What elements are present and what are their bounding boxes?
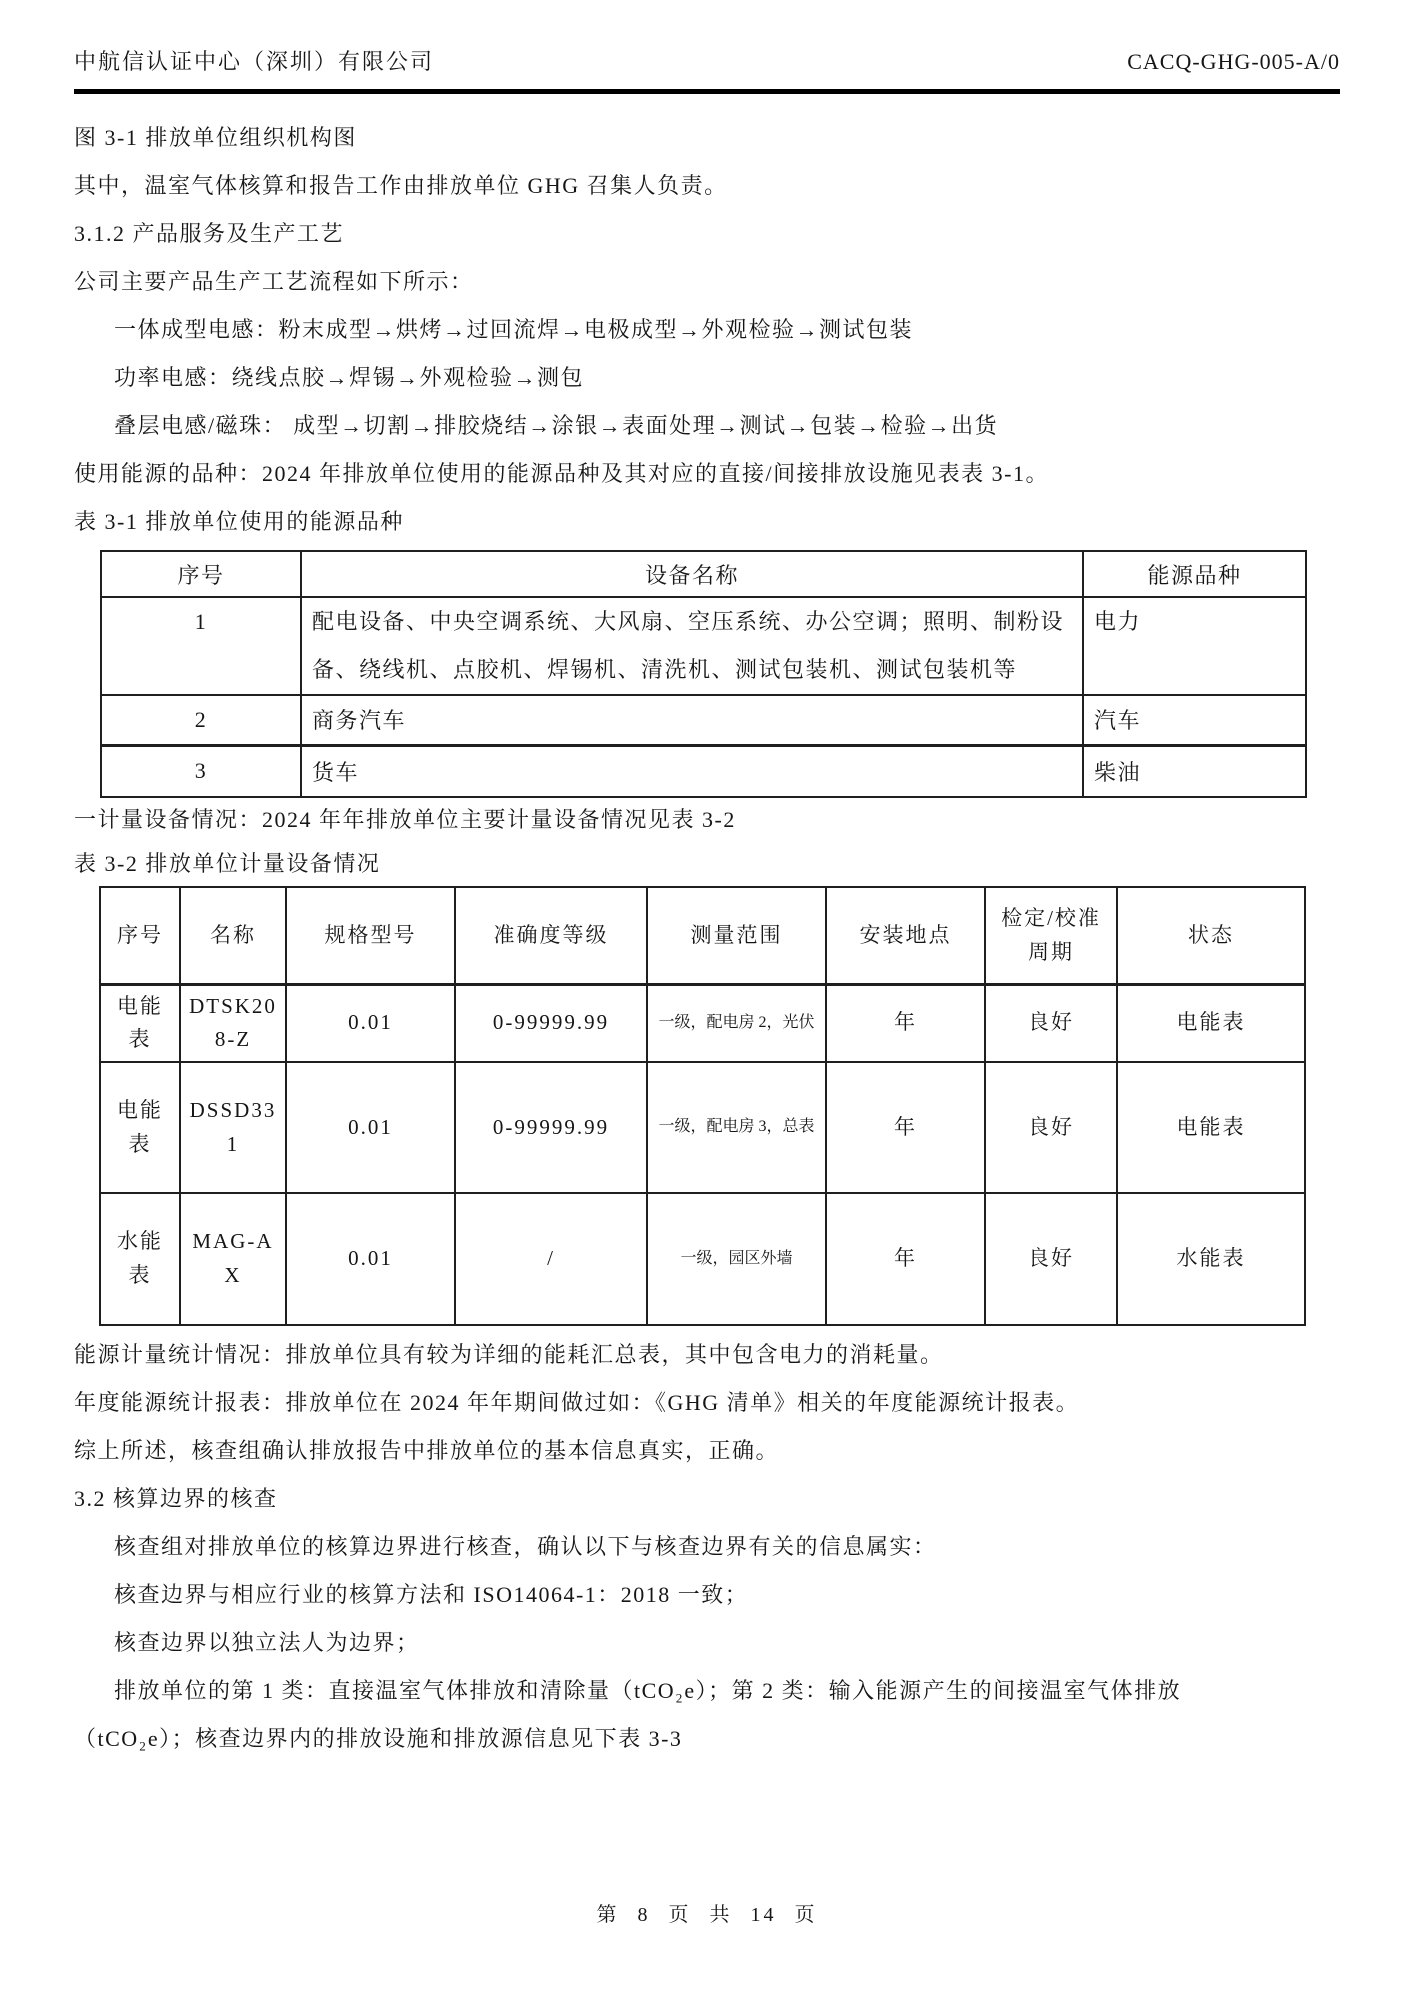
header-rule bbox=[74, 89, 1340, 94]
table-3-1-title: 表 3-1 排放单位使用的能源品种 bbox=[74, 509, 404, 534]
org-responsibility-note: 其中，温室气体核算和报告工作由排放单位 GHG 召集人负责。 bbox=[74, 173, 728, 198]
table-3-1-r3-device: 货车 bbox=[301, 745, 1083, 797]
table-3-2-header-location: 安装地点 bbox=[826, 887, 985, 984]
t32-r2-accuracy: 0-99999.99 bbox=[455, 1062, 647, 1193]
table-3-1-header-energy: 能源品种 bbox=[1083, 551, 1306, 597]
table-3-2-measurement-devices bbox=[99, 886, 1306, 1326]
t32-r2-seq: 电能表 bbox=[100, 1062, 180, 1193]
process-intro: 公司主要产品生产工艺流程如下所示： bbox=[74, 269, 474, 294]
t32-r1-seq: 电能表 bbox=[100, 984, 180, 1062]
table-3-1-r2-energy: 汽车 bbox=[1083, 695, 1306, 745]
conclusion-note: 综上所述，核查组确认排放报告中排放单位的基本信息真实，正确。 bbox=[74, 1438, 780, 1463]
header-doc-code: CACQ-GHG-005-A/0 bbox=[1127, 49, 1340, 74]
table-3-1-header-device: 设备名称 bbox=[301, 551, 1083, 597]
figure-3-1-caption: 图 3-1 排放单位组织机构图 bbox=[74, 125, 357, 150]
boundary-intro: 核查组对排放单位的核算边界进行核查，确认以下与核查边界有关的信息属实： bbox=[114, 1534, 937, 1559]
table-row bbox=[101, 597, 1306, 695]
t32-r2-range: 一级，配电房 3，总表 bbox=[647, 1062, 826, 1193]
page-number: 第 8 页 共 14 页 bbox=[596, 1904, 818, 1926]
table-3-2-header-name: 名称 bbox=[180, 887, 286, 984]
table-row bbox=[100, 984, 1305, 1062]
t32-r1-model: 0.01 bbox=[286, 984, 455, 1062]
page-header bbox=[74, 0, 1340, 76]
table-3-1-header-row bbox=[101, 551, 1306, 597]
t32-r3-status: 水能表 bbox=[1117, 1193, 1305, 1325]
table-3-1-r1-device: 配电设备、中央空调系统、大风扇、空压系统、办公空调；照明、制粉设备、绕线机、点胶机、焊锡机、清洗机、测试包装机、测试包装机等 bbox=[301, 597, 1083, 695]
process-line-power-inductor: 功率电感：绕线点胶→焊锡→外观检验→测包 bbox=[114, 365, 585, 390]
table-row bbox=[101, 695, 1306, 745]
table-row bbox=[100, 1062, 1305, 1193]
process-line-molded-inductor: 一体成型电感：粉末成型→烘烤→过回流焊→电极成型→外观检验→测试包装 bbox=[114, 317, 914, 342]
table-3-2-header-range: 测量范围 bbox=[647, 887, 826, 984]
t32-r1-status: 电能表 bbox=[1117, 984, 1305, 1062]
table-3-2-header-accuracy: 准确度等级 bbox=[455, 887, 647, 984]
energy-stats-note: 能源计量统计情况：排放单位具有较为详细的能耗汇总表，其中包含电力的消耗量。 bbox=[74, 1342, 944, 1367]
table-3-2-header-row bbox=[100, 887, 1305, 984]
t32-r1-name: DTSK208-Z bbox=[180, 984, 286, 1062]
t32-r2-status: 电能表 bbox=[1117, 1062, 1305, 1193]
table-3-1-header-seq: 序号 bbox=[101, 551, 301, 597]
t32-r1-accuracy: 0-99999.99 bbox=[455, 984, 647, 1062]
annual-report-note: 年度能源统计报表：排放单位在 2024 年年期间做过如：《GHG 清单》相关的年度能源统计报表。 bbox=[74, 1390, 1080, 1415]
table-3-2-header-calibration: 检定/校准周期 bbox=[985, 887, 1117, 984]
energy-types-note: 使用能源的品种：2024 年排放单位使用的能源品种及其对应的直接/间接排放设施见表表 3-1。 bbox=[74, 461, 1049, 486]
table-3-1-r1-energy: 电力 bbox=[1083, 597, 1306, 695]
table-3-1-r2-seq: 2 bbox=[101, 695, 301, 745]
section-3-2-heading: 3.2 核算边界的核查 bbox=[74, 1486, 278, 1511]
section-3-1-2-heading: 3.1.2 产品服务及生产工艺 bbox=[74, 221, 345, 246]
table-3-1-r3-seq: 3 bbox=[101, 745, 301, 797]
t32-r1-range: 一级，配电房 2，光伏 bbox=[647, 984, 826, 1062]
table-row bbox=[100, 1193, 1305, 1325]
t32-r2-calibration: 良好 bbox=[985, 1062, 1117, 1193]
table-3-2-title: 表 3-2 排放单位计量设备情况 bbox=[74, 851, 381, 876]
t32-r3-range: 一级，园区外墙 bbox=[647, 1193, 826, 1325]
t32-r2-model: 0.01 bbox=[286, 1062, 455, 1193]
table-3-2-header-model: 规格型号 bbox=[286, 887, 455, 984]
t32-r3-name: MAG-AX bbox=[180, 1193, 286, 1325]
process-line-multilayer: 叠层电感/磁珠： 成型→切割→排胶烧结→涂银→表面处理→测试→包装→检验→出货 bbox=[114, 413, 999, 438]
table-row bbox=[101, 745, 1306, 797]
boundary-item-legal-entity: 核查边界以独立法人为边界； bbox=[114, 1630, 420, 1655]
table-3-1-r2-device: 商务汽车 bbox=[301, 695, 1083, 745]
table-3-2-header-seq: 序号 bbox=[100, 887, 180, 984]
t32-r2-location: 年 bbox=[826, 1062, 985, 1193]
measurement-devices-note: 一计量设备情况：2024 年年排放单位主要计量设备情况见表 3-2 bbox=[74, 807, 736, 832]
t32-r1-calibration: 良好 bbox=[985, 984, 1117, 1062]
boundary-item-iso: 核查边界与相应行业的核算方法和 ISO14064-1：2018 一致； bbox=[114, 1582, 749, 1607]
table-3-2-header-status: 状态 bbox=[1117, 887, 1305, 984]
t32-r3-location: 年 bbox=[826, 1193, 985, 1325]
boundary-item-categories-cont: （tCO₂e）；核查边界内的排放设施和排放源信息见下表 3-3 bbox=[74, 1726, 683, 1751]
document-body bbox=[74, 114, 1340, 1763]
table-3-1-r1-seq: 1 bbox=[101, 597, 301, 695]
table-3-1-energy-types bbox=[100, 550, 1307, 798]
table-3-1-r3-energy: 柴油 bbox=[1083, 745, 1306, 797]
t32-r3-model: 0.01 bbox=[286, 1193, 455, 1325]
t32-r2-name: DSSD331 bbox=[180, 1062, 286, 1193]
t32-r3-calibration: 良好 bbox=[985, 1193, 1117, 1325]
t32-r3-seq: 水能表 bbox=[100, 1193, 180, 1325]
t32-r1-location: 年 bbox=[826, 984, 985, 1062]
t32-r3-accuracy: / bbox=[455, 1193, 647, 1325]
boundary-item-categories: 排放单位的第 1 类：直接温室气体排放和清除量（tCO₂e）；第 2 类：输入能源产生的间接温室气体排放 bbox=[114, 1678, 1182, 1703]
header-company-name: 中航信认证中心（深圳）有限公司 bbox=[74, 49, 435, 74]
